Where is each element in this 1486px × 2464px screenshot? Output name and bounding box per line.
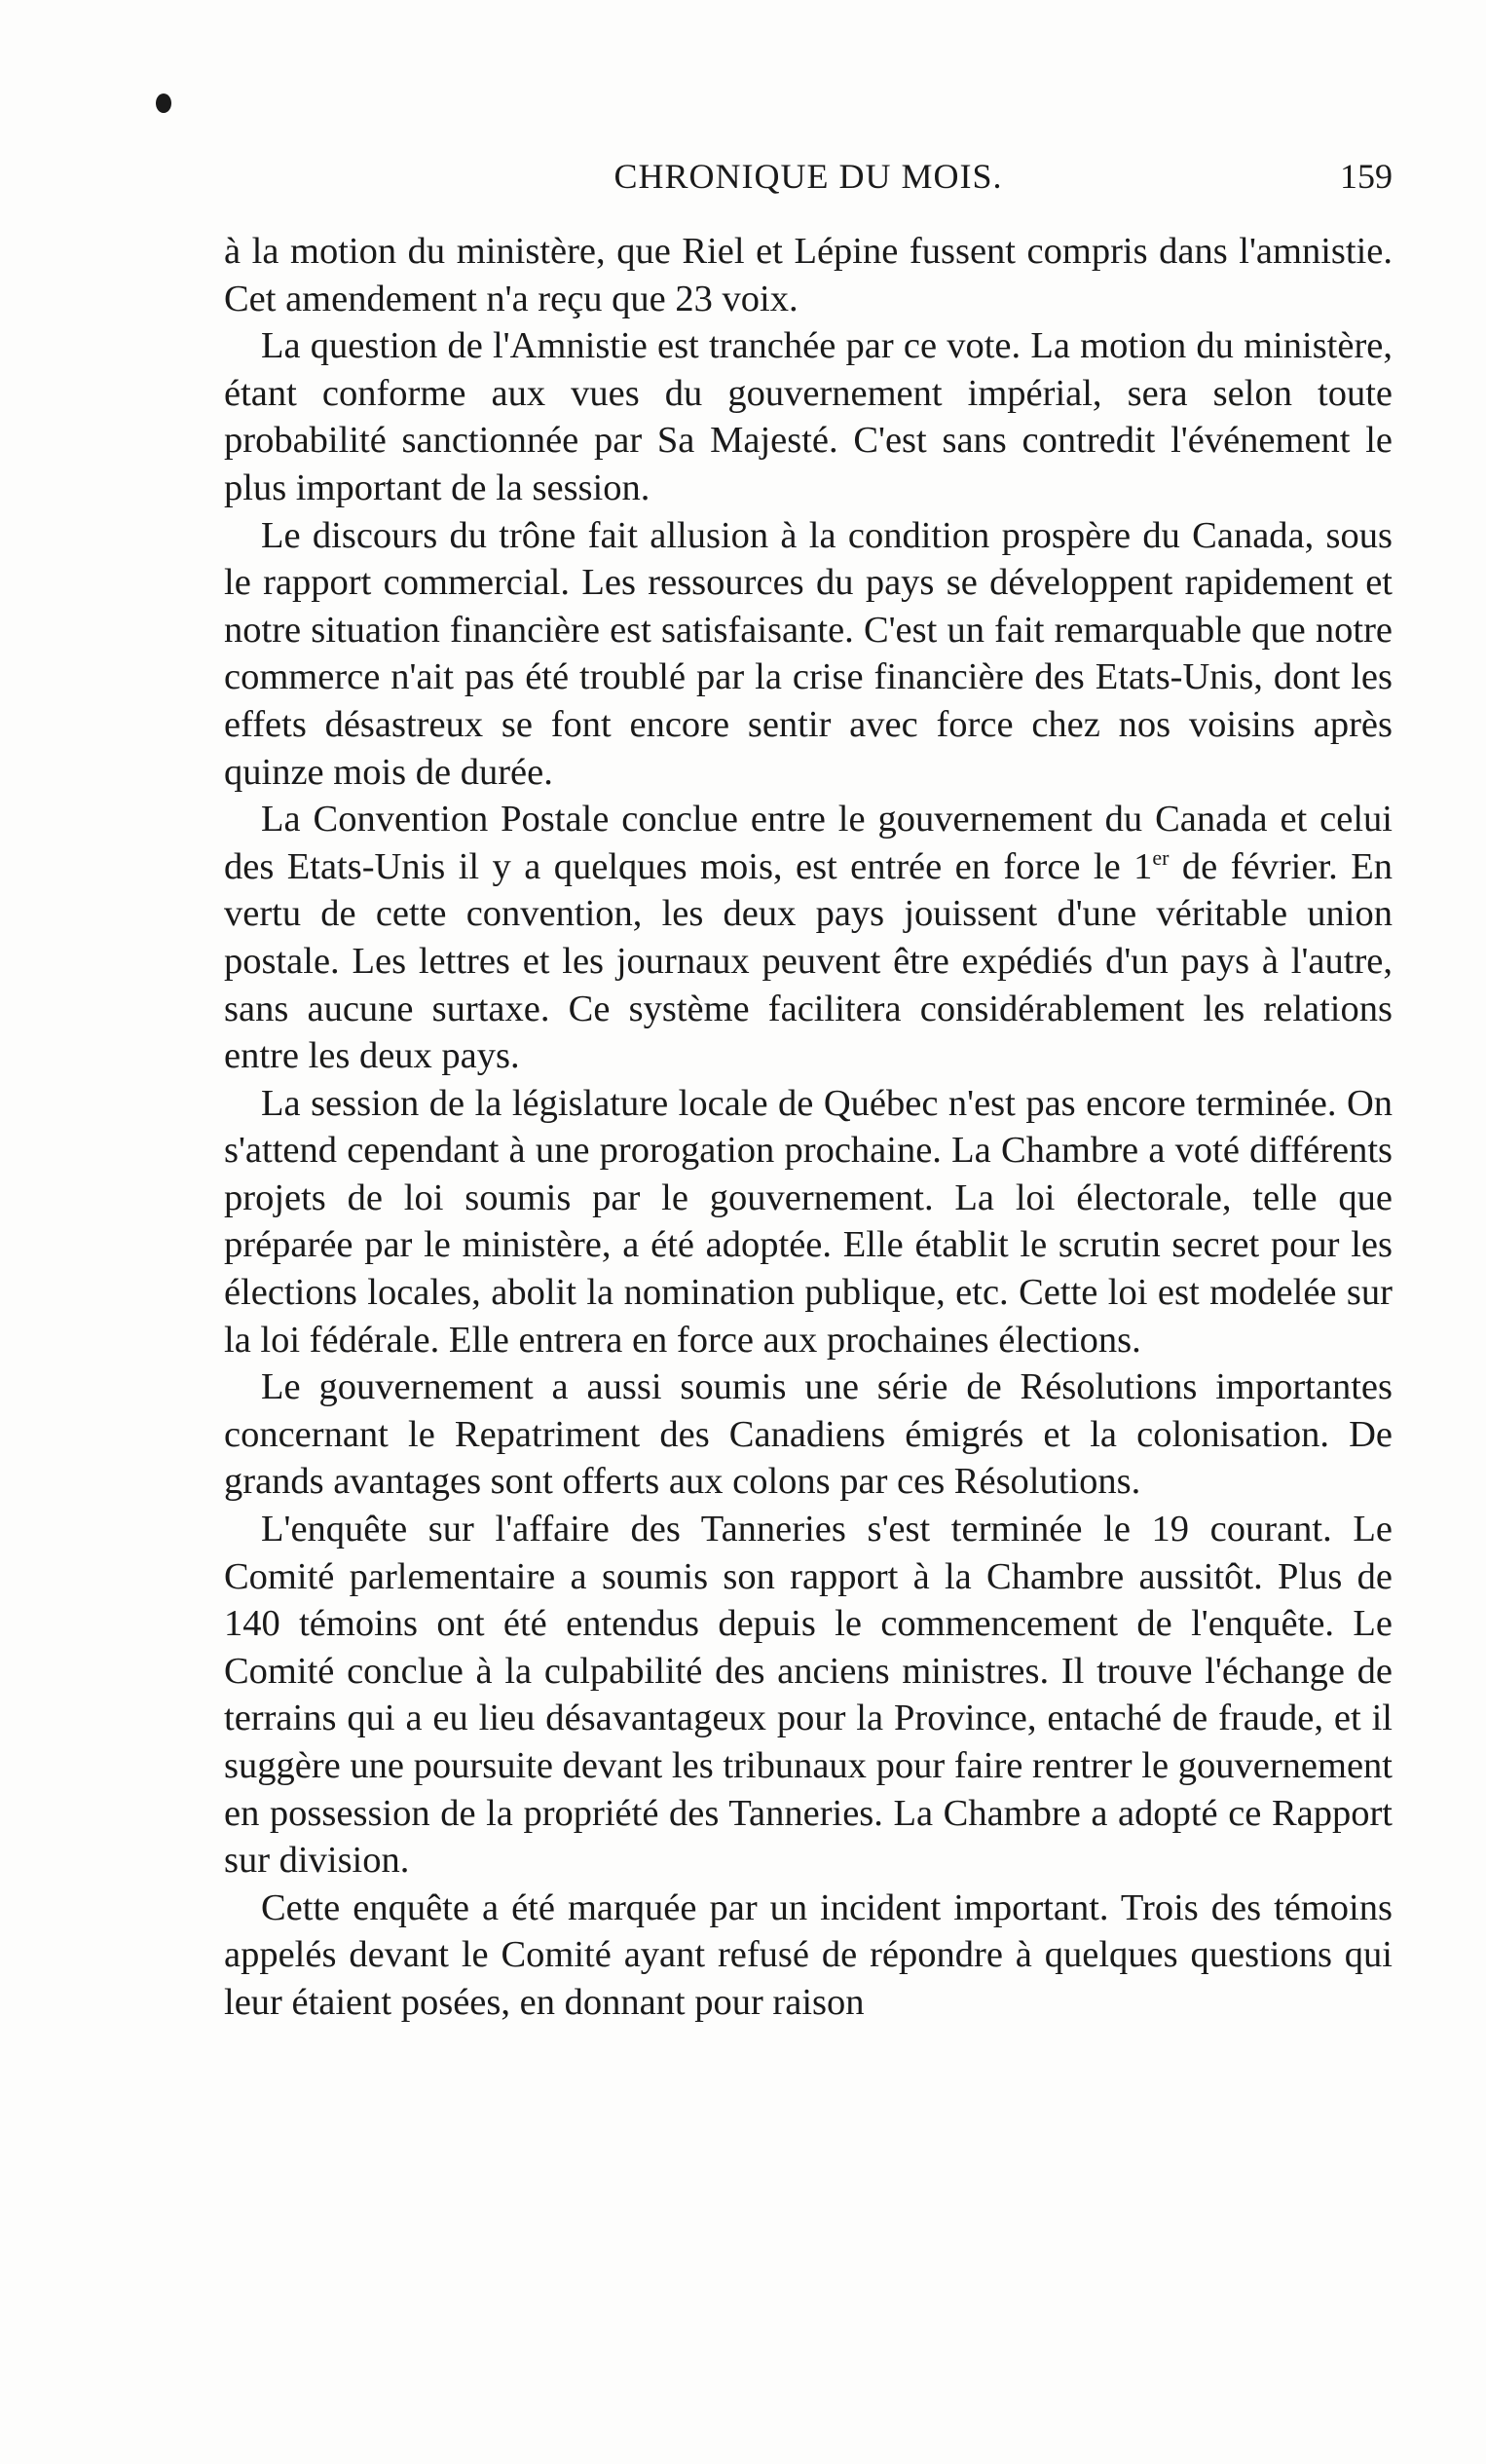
paragraph-4-text-a: La Convention Postale conclue entre le gouvernement du Canada et celui des Etats-Unis il y a quelques mois, est entrée en force le 1	[224, 799, 1393, 887]
running-title: CHRONIQUE DU MOIS.	[613, 157, 1003, 196]
paragraph-5: La session de la législature locale de Québec n'est pas encore terminée. On s'attend cependant à une prorogation prochaine. La Chambre a voté différents projets de loi soumis par le gouvernement. La loi électorale, telle que préparée par le ministère, a été adoptée. Elle établit le scrutin secret pour les élections locales, abolit la nomination publique, etc. Cette loi est modelée sur la loi fédérale. Elle entrera en force aux prochaines élections.	[224, 1082, 1393, 1361]
paragraph-6: Le gouvernement a aussi soumis une série de Résolutions importantes concernant le Repatriment des Canadiens émigrés et la colonisation. De grands avantages sont offerts aux colons par ces Résolutions.	[224, 1366, 1393, 1503]
paragraph-1: à la motion du ministère, que Riel et Lépine fussent compris dans l'amnistie. Cet amendement n'a reçu que 23 voix.	[224, 231, 1393, 319]
page-number: 159	[1340, 157, 1393, 196]
paragraph-3: Le discours du trône fait allusion à la condition prospère du Canada, sous le rapport commercial. Les ressources du pays se développent rapidement et notre situation financière est satisfaisante. C'est un fait remarquable que notre commerce n'ait pas été troublé par la crise financière des Etats-Unis, dont les effets désastreux se font encore sentir avec force chez nos voisins après quinze mois de durée.	[224, 514, 1393, 793]
running-header	[224, 156, 1393, 205]
ink-dot-mark	[156, 93, 171, 113]
paragraph-4-text-b: de février. En vertu de cette convention, les deux pays jouissent d'une véritable union postale. Les lettres et les journaux peuvent être expédiés d'un pays à l'autre, sans aucune surtaxe. Ce système facilitera considérablement les relations entre les deux pays.	[224, 845, 1393, 1077]
paragraph-2: La question de l'Amnistie est tranchée par ce vote. La motion du ministère, étant conforme aux vues du gouvernement impérial, sera selon toute probabilité sanctionnée par Sa Majesté. C'est sans contredit l'événement le plus important de la session.	[224, 325, 1393, 508]
paragraph-8: Cette enquête a été marquée par un incident important. Trois des témoins appelés devant le Comité ayant refusé de répondre à quelques questions qui leur étaient posées, en donnant pour raison	[224, 1886, 1393, 2023]
ordinal-superscript: er	[1152, 844, 1170, 870]
paragraph-4	[224, 796, 1393, 1080]
paragraph-7: L'enquête sur l'affaire des Tanneries s'est terminée le 19 courant. Le Comité parlementaire a soumis son rapport à la Chambre aussitôt. Plus de 140 témoins ont été entendus depuis le commencement de l'enquête. Le Comité conclue à la culpabilité des anciens ministres. Il trouve l'échange de terrains qui a eu lieu désavantageux pour la Province, entaché de fraude, et il suggère une poursuite devant les tribunaux pour faire rentrer le gouvernement en possession de la propriété des Tanneries. La Chambre a adopté ce Rapport sur division.	[224, 1509, 1393, 1882]
article-body	[224, 228, 1393, 2027]
